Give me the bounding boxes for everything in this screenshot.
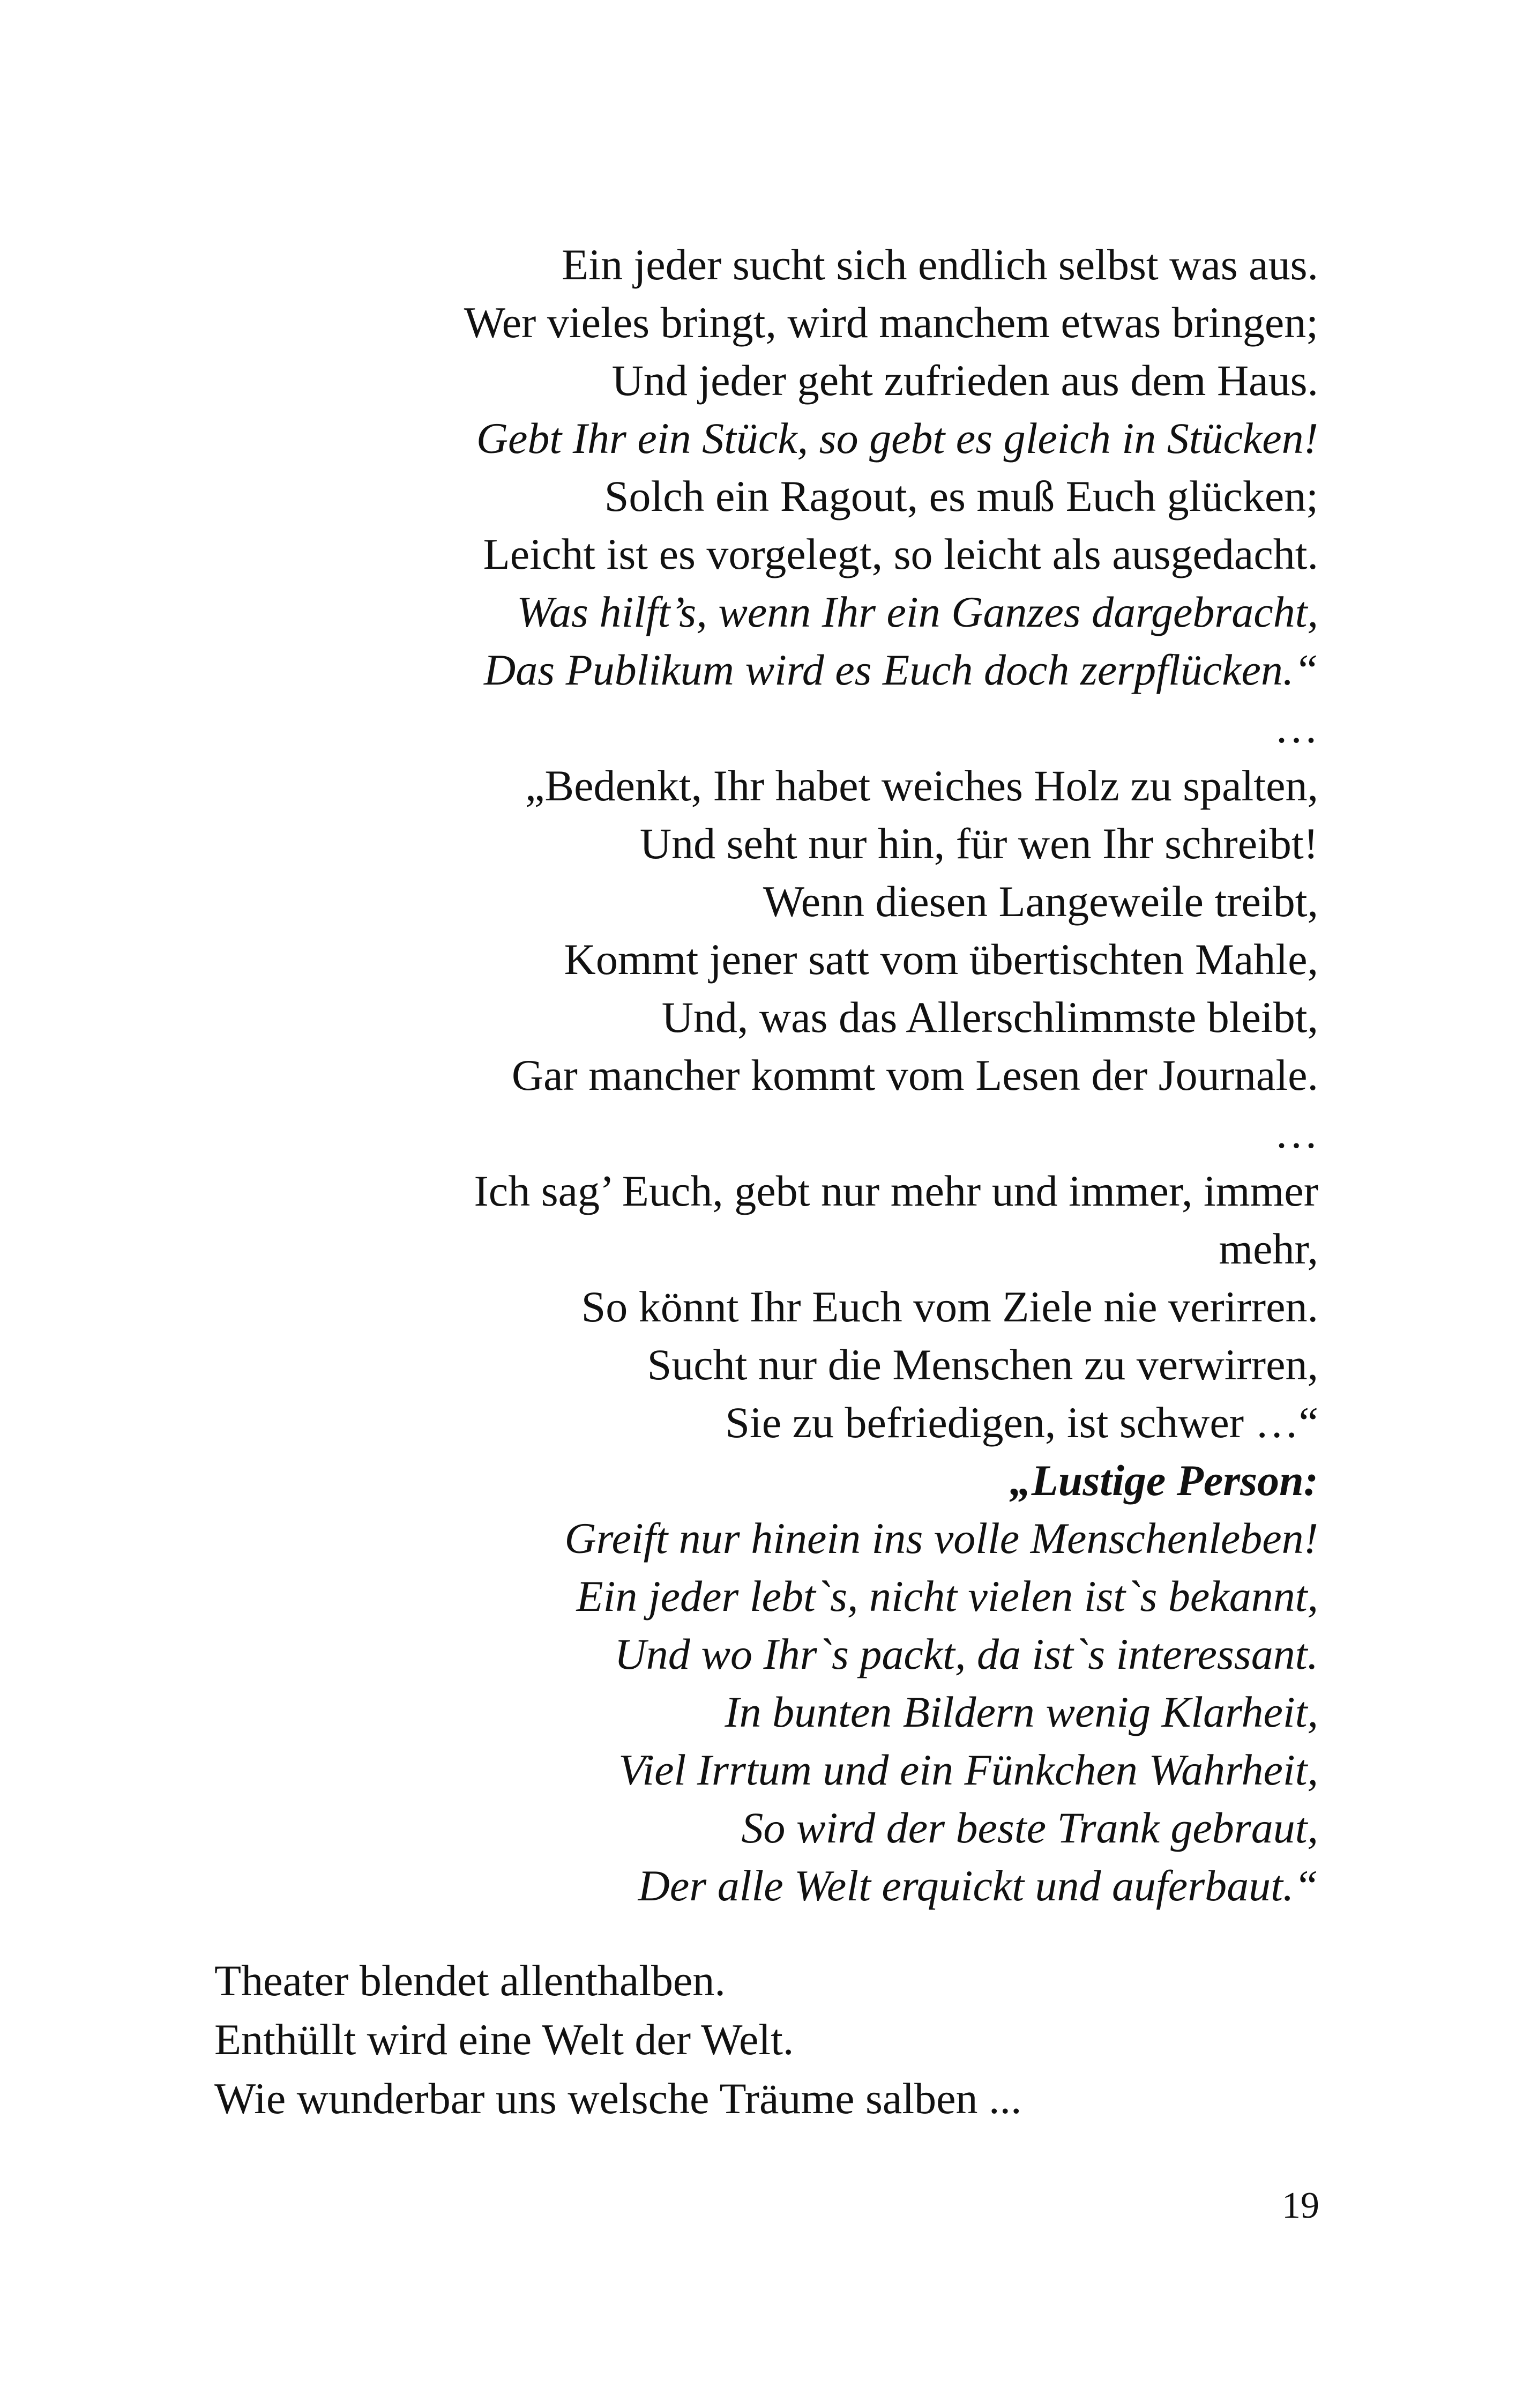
- verse-line: Solch ein Ragout, es muß Euch glücken;: [604, 472, 1318, 521]
- verse-line: Und jeder geht zufrieden aus dem Haus.: [611, 356, 1318, 405]
- closing-stanza: [214, 1951, 1340, 2128]
- page-number: 19: [1282, 2185, 1319, 2226]
- verse-line: Greift nur hinein ins volle Menschenleben!: [564, 1514, 1318, 1563]
- verse-line: Das Publikum wird es Euch doch zerpflücken.“: [484, 645, 1318, 694]
- closing-line: Wie wunderbar uns welsche Träume salben ...: [214, 2074, 1022, 2123]
- ellipsis-line: …: [1274, 1109, 1318, 1157]
- verse-line: In bunten Bildern wenig Klarheit,: [725, 1688, 1318, 1736]
- verse-line: Und, was das Allerschlimmste bleibt,: [661, 993, 1318, 1042]
- verse-line: Viel Irrtum und ein Fünkchen Wahrheit,: [618, 1745, 1318, 1794]
- verse-line: Leicht ist es vorgelegt, so leicht als ausgedacht.: [483, 530, 1318, 578]
- verse-line: Der alle Welt erquickt und auferbaut.“: [638, 1861, 1318, 1910]
- verse-line: Gar mancher kommt vom Lesen der Journale.: [511, 1051, 1318, 1099]
- ellipsis-line: …: [1274, 703, 1318, 752]
- verse-line: Sucht nur die Menschen zu verwirren,: [647, 1340, 1318, 1389]
- verse-line: Und wo Ihr`s packt, da ist`s interessant.: [614, 1630, 1318, 1678]
- verse-line: Gebt Ihr ein Stück, so gebt es gleich in Stücken!: [476, 414, 1318, 463]
- verse-line: Was hilft’s, wenn Ihr ein Ganzes dargebracht,: [517, 588, 1318, 636]
- verse-line: Wenn diesen Langeweile treibt,: [763, 877, 1318, 926]
- verse-line: Und seht nur hin, für wen Ihr schreibt!: [639, 819, 1318, 868]
- verse-line: Wer vieles bringt, wird manchem etwas bringen;: [464, 298, 1318, 347]
- verse-line: Sie zu befriedigen, ist schwer …“: [725, 1398, 1318, 1447]
- verse-line: Ein jeder lebt`s, nicht vielen ist`s bekannt,: [576, 1572, 1318, 1621]
- verse-line: mehr,: [1219, 1224, 1318, 1273]
- quoted-verse-block: [300, 236, 1318, 1915]
- verse-line: So wird der beste Trank gebraut,: [741, 1803, 1318, 1852]
- verse-line: Ich sag’ Euch, gebt nur mehr und immer, immer: [474, 1166, 1318, 1215]
- verse-line: „Bedenkt, Ihr habet weiches Holz zu spalten,: [525, 761, 1318, 810]
- speaker-heading: „Lustige Person:: [1009, 1456, 1318, 1505]
- verse-line: Ein jeder sucht sich endlich selbst was aus.: [562, 240, 1318, 289]
- verse-line: Kommt jener satt vom übertischten Mahle,: [564, 935, 1318, 984]
- closing-line: Enthüllt wird eine Welt der Welt.: [214, 2015, 794, 2064]
- closing-line: Theater blendet allenthalben.: [214, 1956, 726, 2005]
- verse-line: So könnt Ihr Euch vom Ziele nie verirren.: [581, 1282, 1318, 1331]
